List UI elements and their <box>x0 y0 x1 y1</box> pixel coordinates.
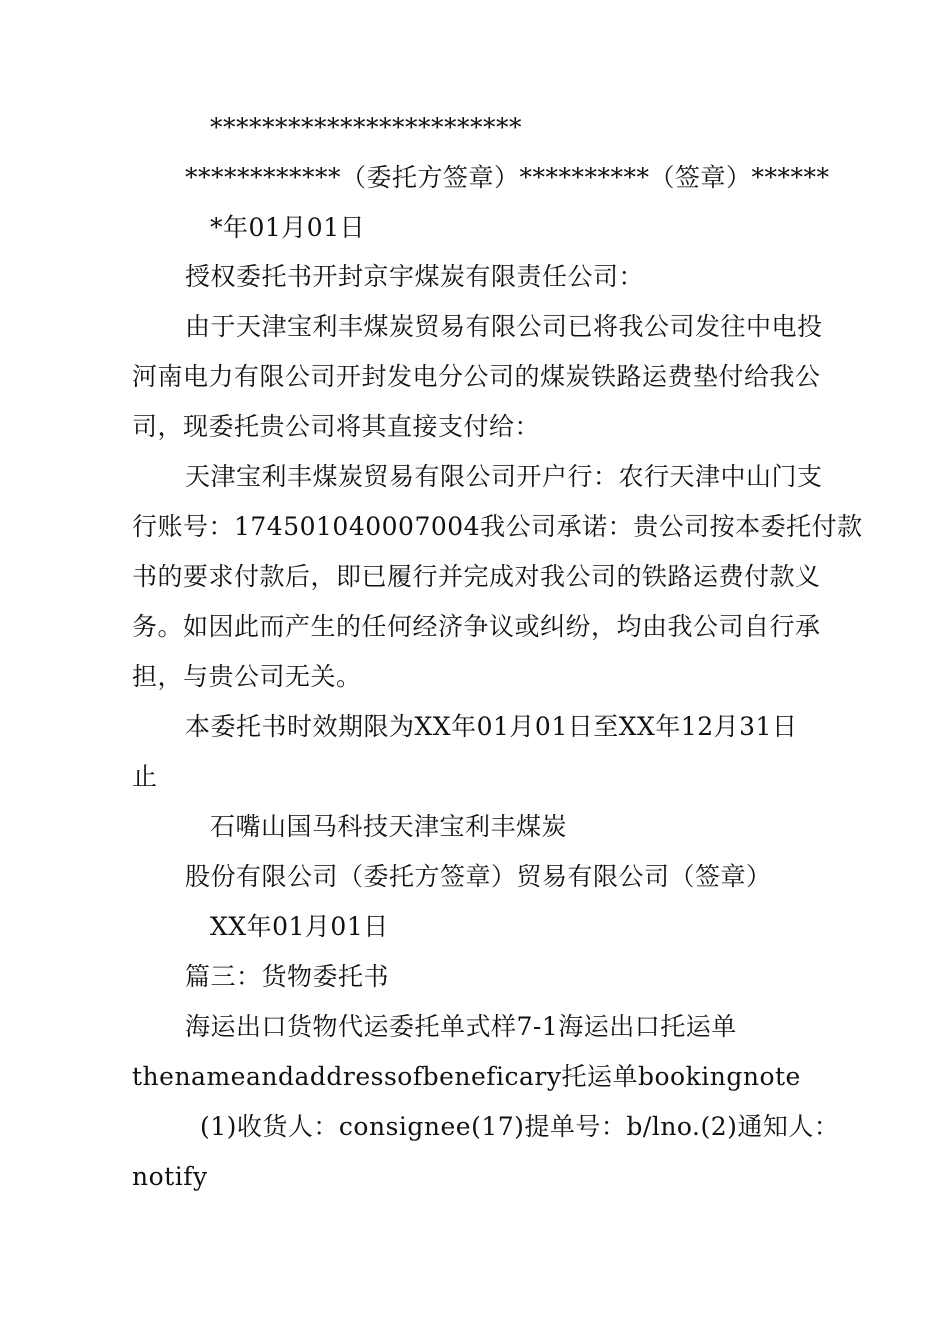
section-heading: 篇三：货物委托书 <box>185 962 390 991</box>
signatory-line: 股份有限公司（委托方签章）贸易有限公司（签章） <box>185 862 772 891</box>
paragraph-line: 书的要求付款后，即已履行并完成对我公司的铁路运费付款义 <box>132 562 821 591</box>
paragraph-line: notify <box>132 1162 208 1191</box>
paragraph-line: 担，与贵公司无关。 <box>132 662 362 691</box>
signatory-line: 石嘴山国马科技天津宝利丰煤炭 <box>210 812 568 841</box>
validity-line-end: 止 <box>132 762 158 791</box>
paragraph-line: 由于天津宝利丰煤炭贸易有限公司已将我公司发往中电投 <box>185 312 823 341</box>
date-line: XX年01月01日 <box>210 912 389 941</box>
paragraph-line: 行账号：174501040007004我公司承诺：贵公司按本委托付款 <box>132 512 863 541</box>
paragraph-line: 河南电力有限公司开封发电分公司的煤炭铁路运费垫付给我公 <box>132 362 821 391</box>
paragraph-line: 天津宝利丰煤炭贸易有限公司开户行：农行天津中山门支 <box>185 462 823 491</box>
asterisk-line: ************************ <box>210 113 522 142</box>
paragraph-line: (1)收货人：consignee(17)提单号：b/lno.(2)通知人： <box>200 1112 840 1141</box>
paragraph-line: thenameandaddressofbeneficary托运单bookingnote <box>132 1062 801 1091</box>
paragraph-line: 务。如因此而产生的任何经济争议或纠纷，均由我公司自行承 <box>132 612 821 641</box>
paragraph-line: 司，现委托贵公司将其直接支付给： <box>132 412 541 441</box>
validity-line: 本委托书时效期限为XX年01月01日至XX年12月31日 <box>185 712 798 741</box>
date-line: *年01月01日 <box>210 213 366 242</box>
letter-heading: 授权委托书开封京宇煤炭有限责任公司： <box>185 262 645 291</box>
paragraph-line: 海运出口货物代运委托单式样7-1海运出口托运单 <box>185 1012 737 1041</box>
signature-line: ************（委托方签章）**********（签章）****** <box>185 163 830 192</box>
